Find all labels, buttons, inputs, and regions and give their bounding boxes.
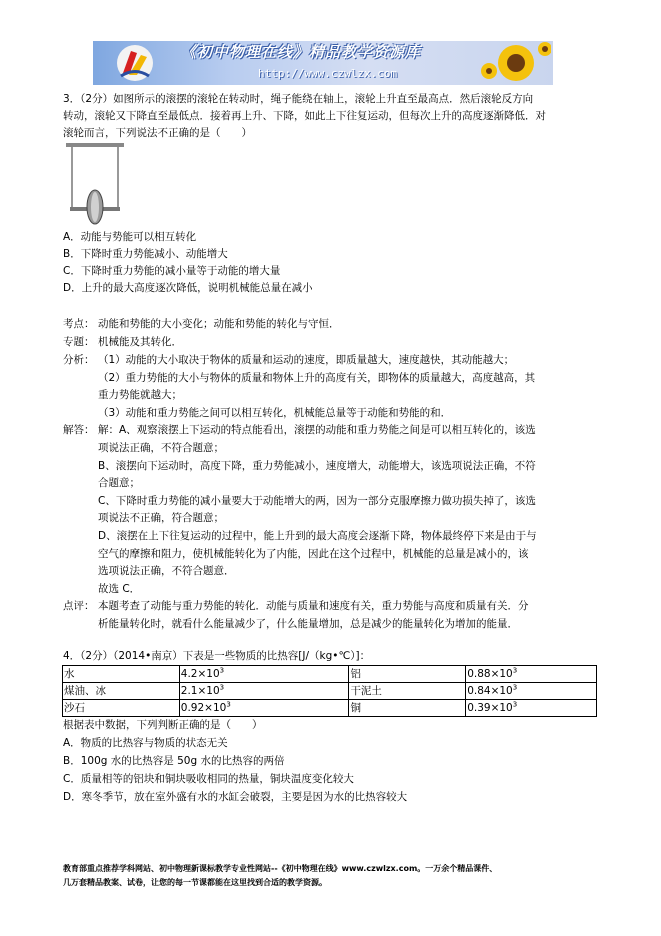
footer-line: 教育部重点推荐学科网站、初中物理新课标教学专业性网站--《初中物理在线》www.czwlzx.com。一万余个精品课件、	[63, 864, 498, 873]
fenxi-line: （2）重力势能的大小与物体的质量和物体上升的高度有关，即物体的质量越大，高度越高，其	[98, 372, 536, 384]
jieda-line: 合题意；	[98, 477, 140, 489]
fenxi-line: 重力势能就越大；	[98, 389, 182, 401]
table-row	[63, 683, 597, 700]
q3-option-b: B．下降时重力势能减小、动能增大	[63, 248, 228, 260]
jieda-line: D、滚摆在上下往复运动的过程中，能上升到的最大高度会逐渐下降，物体最终停下来是由于与	[98, 530, 537, 542]
table-cell: $0.88\times 10^3$	[466, 666, 597, 683]
table-cell: 干泥土	[349, 683, 466, 700]
q4-option-c: C．质量相等的铝块和铜块吸收相同的热量，铜块温度变化较大	[63, 773, 354, 785]
specific-heat-table	[62, 665, 597, 717]
table-cell: 沙石	[63, 700, 180, 717]
q4-option-b: B．100g 水的比热容是 50g 水的比热容的两倍	[63, 755, 285, 767]
table-cell: $0.84\times 10^3$	[466, 683, 597, 700]
jieda-line: 空气的摩擦和阻力，使机械能转化为了内能，因此在这个过程中，机械能的总量是减小的，该	[98, 548, 529, 560]
q4-stem: 4．（2分）（2014•南京）下表是一些物质的比热容[J/（kg•℃）]：	[63, 650, 371, 662]
table-cell: $0.39\times 10^3$	[466, 700, 597, 717]
kaodian-text: 动能和势能的大小变化；动能和势能的转化与守恒．	[98, 318, 340, 330]
jieda-line: 选项说法正确，不符合题意．	[98, 565, 235, 577]
banner-url[interactable]: http://www.czwlzx.com	[258, 67, 398, 80]
zhuanti-label: 专题：	[63, 336, 95, 348]
site-logo-icon	[115, 43, 155, 83]
q4-option-a: A．物质的比热容与物质的状态无关	[63, 737, 228, 749]
footer-line: 几万套精品教案、试卷，让您的每一节课都能在这里找到合适的教学资源。	[63, 878, 327, 887]
fenxi-line: （1）动能的大小取决于物体的质量和运动的速度，即质量越大，速度越快，其动能越大；	[98, 354, 515, 366]
dianping-line: 析能量转化时，就看什么能量减少了，什么能量增加，总是减少的能量转化为增加的能量．	[98, 618, 518, 630]
jieda-line: B、滚摆向下运动时，高度下降，重力势能减小，速度增大，动能增大，该选项说法正确，不符	[98, 460, 536, 472]
q3-stem-line: 滚轮而言，下列说法不正确的是（ ）	[63, 127, 252, 139]
maxwell-wheel-figure	[66, 143, 126, 225]
fenxi-line: （3）动能和重力势能之间可以相互转化，机械能总量等于动能和势能的和．	[98, 407, 452, 419]
table-row	[63, 700, 597, 717]
q3-option-c: C．下降时重力势能的减小量等于动能的增大量	[63, 265, 281, 277]
dianping-line: 本题考查了动能与重力势能的转化．动能与质量和速度有关，重力势能与高度和质量有关．分	[98, 600, 529, 612]
sunflower-icon	[481, 41, 551, 85]
fenxi-label: 分析：	[63, 354, 95, 366]
q4-option-d: D．寒冬季节，放在室外盛有水的水缸会破裂，主要是因为水的比热容较大	[63, 791, 408, 803]
table-cell: 煤油、冰	[63, 683, 180, 700]
zhuanti-text: 机械能及其转化．	[98, 336, 182, 348]
table-cell: 铜	[349, 700, 466, 717]
jieda-line: 故选 C．	[98, 583, 141, 595]
q3-stem-line: 3．（2分）如图所示的滚摆的滚轮在转动时，绳子能绕在轴上，滚轮上升直至最高点．然后滚轮反方向	[63, 93, 534, 105]
table-cell: $2.1\times 10^3$	[179, 683, 349, 700]
table-cell: 铝	[349, 666, 466, 683]
table-cell: $4.2\times 10^3$	[179, 666, 349, 683]
jieda-line: 项说法正确，不符合题意；	[98, 442, 224, 454]
kaodian-label: 考点：	[63, 318, 95, 330]
jieda-label: 解答：	[63, 424, 95, 436]
jieda-line: 项说法不正确，符合题意；	[98, 512, 224, 524]
banner-title: 《初中物理在线》精品教学资源库	[181, 43, 422, 61]
dianping-label: 点评：	[63, 600, 95, 612]
q3-option-d: D．上升的最大高度逐次降低，说明机械能总量在减小	[63, 282, 313, 294]
table-cell: 水	[63, 666, 180, 683]
table-row	[63, 666, 597, 683]
q4-prompt: 根据表中数据，下列判断正确的是（ ）	[63, 719, 263, 731]
q3-stem-line: 转动，滚轮又下降直至最低点．接着再上升、下降，如此上下往复运动，但每次上升的高度逐渐降低．对	[63, 110, 546, 122]
site-banner	[93, 41, 553, 85]
jieda-line: C、下降时重力势能的减小量要大于动能增大的两，因为一部分克服摩擦力做功损失掉了，该选	[98, 495, 536, 507]
table-cell: $0.92\times 10^3$	[179, 700, 349, 717]
jieda-line: 解：A、观察滚摆上下运动的特点能看出，滚摆的动能和重力势能之间是可以相互转化的，该选	[98, 424, 536, 436]
q3-option-a: A．动能与势能可以相互转化	[63, 231, 197, 243]
